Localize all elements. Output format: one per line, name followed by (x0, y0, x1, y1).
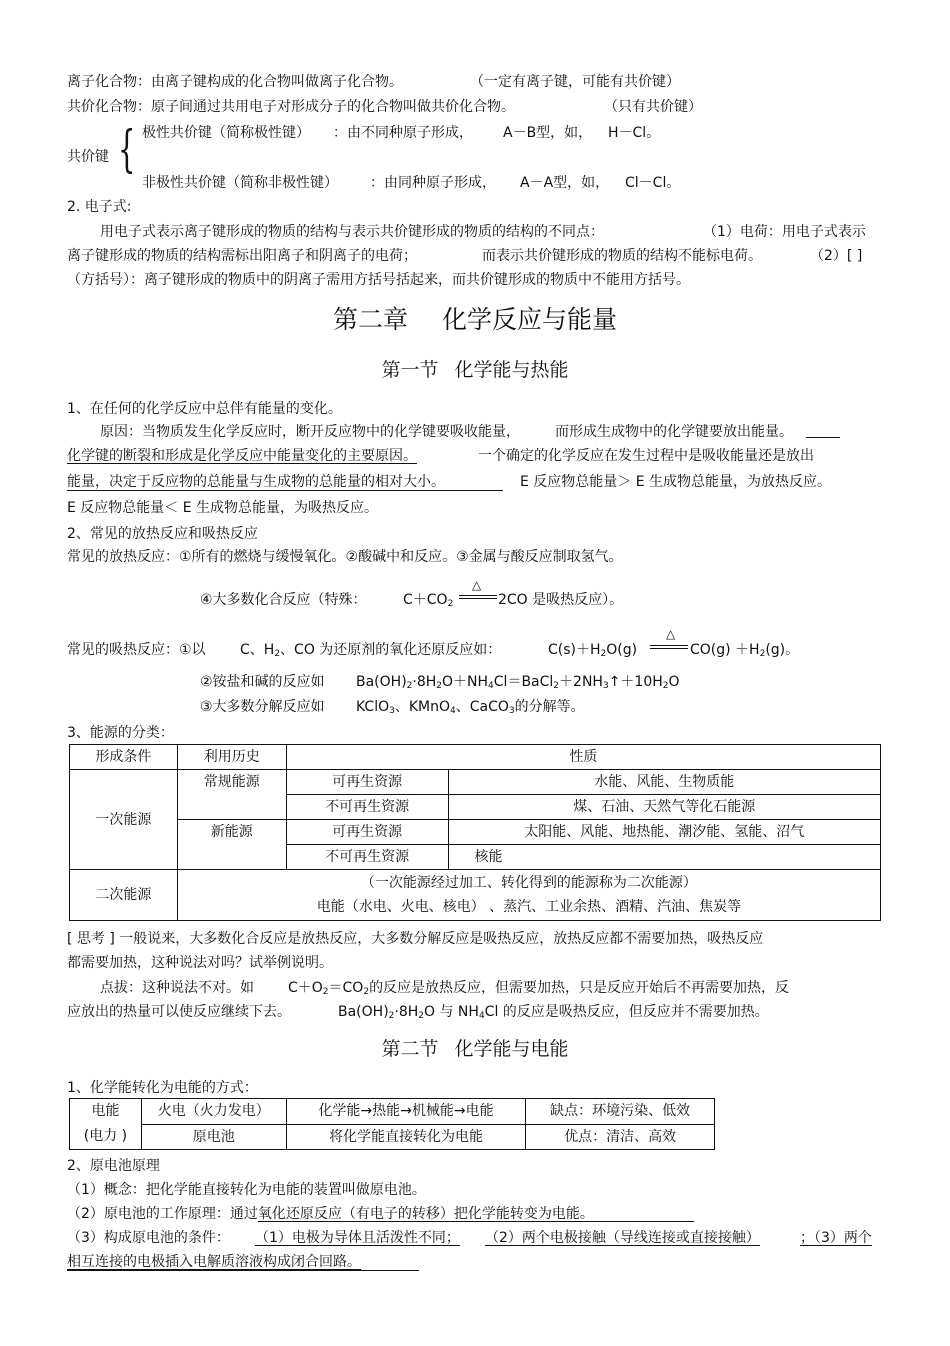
equals-sign (650, 645, 688, 649)
endothermic-item2a: ②铵盐和碱的反应如 (200, 674, 325, 690)
polar-bond-description: ：由不同种原子形成， (333, 125, 473, 141)
table-header: 形成条件 (70, 745, 178, 770)
nonrenewable-cell: 不可再生资源 (286, 845, 448, 870)
nonpolar-bond-type: A－A型，如， (520, 175, 610, 191)
chapter-title: 化学反应与能量 (442, 305, 618, 334)
new-energy-cell: 新能源 (177, 820, 286, 870)
electron-paragraph-line2b: 而表示共价键形成的物质的结构不能标电荷。 (482, 248, 762, 264)
galvanic-concept: （1）概念：把化学能直接转化为电能的装置叫做原电池。 (67, 1182, 426, 1198)
energy-classification-heading: 3、能源的分类： (67, 725, 174, 741)
electron-paragraph-line2a: 离子键形成的物质的结构需标出阳离子和阴离子的电荷； (67, 248, 417, 264)
secondary-energy-cell: 二次能源 (70, 870, 178, 921)
hint-line1a: 点拔：这种说法不对。如 (100, 980, 254, 996)
exothermic-item4a: ④大多数化合反应（特殊： (200, 592, 367, 608)
power-generation-table (69, 1098, 715, 1150)
nonpolar-bond-label: 非极性共价键（简称非极性键） (142, 175, 338, 191)
nonpolar-bond-description: ：由同种原子形成， (370, 175, 496, 191)
secondary-energy-description (177, 870, 880, 921)
electron-paragraph-line1a: 用电子式表示离子键形成的物质的结构与表示共价键形成的物质的结构的不同点： (100, 224, 604, 240)
galvanic-principle-heading: 2、原电池原理 (67, 1158, 160, 1174)
table-row (70, 770, 881, 795)
reason-underline (67, 490, 503, 491)
energy-change-statement: 1、在任何的化学反应中总伴有能量的变化。 (67, 401, 342, 417)
electron-formula-heading: 2. 电子式: (67, 199, 132, 215)
primary-cell-advantage: 优点：清洁、高效 (526, 1124, 715, 1150)
ionic-compound-note: （一定有离子键，可能有共价键） (470, 74, 680, 90)
electric-power-label: (电力 ) (83, 1128, 128, 1144)
endothermic-item3a: ③大多数分解反应如 (200, 699, 325, 715)
chapter-heading (0, 304, 950, 336)
galvanic-working-principle: （2）原电池的工作原理：通过氧化还原反应（有电子的转移）把化学能转变为电能。 (67, 1206, 594, 1222)
section2-number: 第二节 (381, 1038, 439, 1060)
heat-symbol: △ (472, 578, 482, 592)
conventional-energy-cell: 常规能源 (177, 770, 286, 820)
endothermic-item1-reactants: $C(s)+H_2O(g)$ (548, 642, 638, 659)
heat-symbol: △ (666, 627, 676, 641)
covalent-compound-note: （只有共价键） (604, 99, 702, 115)
renewable-cell: 可再生资源 (286, 770, 448, 795)
chem-to-electric-heading: 1、化学能转化为电能的方式： (67, 1080, 258, 1096)
table-row (70, 1099, 715, 1125)
section1-title: 化学能与热能 (454, 359, 569, 381)
covalent-bond-label: 共价键 (67, 149, 109, 165)
section1-number: 第一节 (381, 359, 439, 381)
endothermic-item2-equation: $Ba(OH)_2\cdot 8H_2O+NH_4Cl=BaCl_2+2NH_3↑+10H_2O$ (356, 674, 680, 691)
renewable-cell: 可再生资源 (286, 820, 448, 845)
brace-symbol: { (118, 120, 136, 178)
secondary-energy-definition: （一次能源经过加工、转化得到的能源称为二次能源） (360, 875, 697, 891)
primary-cell-cell: 原电池 (141, 1124, 286, 1150)
ionic-compound-definition: 离子化合物：由离子键构成的化合物叫做离子化合物。 (67, 74, 403, 90)
reason-line3a: 能量，决定于反应物的总能量与生成物的总能量的相对大小。 (67, 474, 445, 490)
electron-paragraph-line1b: （1）电荷：用电子式表示 (703, 224, 866, 240)
nonpolar-bond-example: Cl－Cl。 (625, 175, 681, 191)
reaction-types-heading: 2、常见的放热反应和吸热反应 (67, 526, 258, 542)
endothermic-item1b: C、$H_2$、CO 为还原剂的氧化还原反应如： (240, 642, 502, 659)
condition-3a: ；（3）两个 (800, 1230, 872, 1246)
hint-line2a: 应放出的热量可以使反应继续下去。 (67, 1004, 291, 1020)
table-row (70, 870, 881, 921)
think-question-line2: 都需要加热，这种说法对吗？试举例说明。 (67, 955, 333, 971)
table-header: 性质 (286, 745, 880, 770)
electron-paragraph-line3: （方括号）：离子键形成的物质中的阴离子需用方括号括起来，而共价键形成的物质中不能用方括号。 (67, 272, 690, 288)
new-nonrenewable-cell: 核能 (448, 845, 880, 870)
reason-line2a: 化学键的断裂和形成是化学反应中能量变化的主要原因。 (67, 448, 417, 464)
reason-line3b: E 反应物总能量＞ E 生成物总能量，为放热反应。 (520, 474, 832, 490)
section1-heading (0, 357, 950, 383)
thermal-power-process: 化学能→热能→机械能→电能 (286, 1099, 526, 1125)
electric-energy-cell (70, 1099, 142, 1150)
new-renewable-cell: 太阳能、风能、地热能、潮汐能、氢能、沼气 (448, 820, 880, 845)
table-header-row (70, 745, 881, 770)
exothermic-list: 常见的放热反应：①所有的燃烧与缓慢氧化。②酸碱中和反应。③金属与酸反应制取氢气。 (67, 549, 623, 565)
exothermic-item4b: 2CO 是吸热反应）。 (498, 592, 624, 608)
table-row (70, 820, 881, 845)
electric-energy-label: 电能 (91, 1103, 120, 1119)
nonrenewable-cell: 不可再生资源 (286, 795, 448, 820)
primary-energy-cell: 一次能源 (70, 770, 178, 870)
polar-bond-example: H－Cl。 (608, 125, 661, 141)
blank-underline (806, 437, 840, 438)
conventional-renewable-cell: 水能、风能、生物质能 (448, 770, 880, 795)
table-row (70, 1124, 715, 1150)
thermal-power-drawback: 缺点：环境污染、低效 (526, 1099, 715, 1125)
reason-line2b: 一个确定的化学反应在发生过程中是吸收能量还是放出 (478, 448, 814, 464)
reason-line1b: 而形成生成物中的化学键要放出能量。 (555, 424, 793, 440)
principle-underline (258, 1221, 694, 1222)
thermal-power-cell: 火电（火力发电） (141, 1099, 286, 1125)
equals-sign (459, 595, 497, 599)
polar-bond-label: 极性共价键（简称极性键） (142, 125, 310, 141)
reason-line4: E 反应物总能量＜ E 生成物总能量，为吸热反应。 (67, 500, 379, 516)
endothermic-item3-compounds: KClO$_3$、KMnO$_4$、CaCO$_3$的分解等。 (356, 699, 585, 716)
think-question-line1: [ 思考 ] 一般说来，大多数化合反应是放热反应，大多数分解反应是吸热反应，放热反应都不需要加热，吸热反应 (67, 931, 764, 947)
condition-underline (67, 1270, 419, 1271)
reason-line1a: 原因：当物质发生化学反应时，断开反应物中的化学键要吸收能量， (100, 424, 520, 440)
hint-line1-formula: $C+O_2=CO_2$的反应是放热反应，但需要加热，只是反应开始后不再需要加热，反 (288, 980, 790, 997)
hint-line2-formula: $Ba(OH)_2\cdot 8H_2O$ 与 $NH_4Cl$ 的反应是吸热反应，但反应并不需要加热。 (338, 1004, 769, 1021)
condition-2: （2）两个电极接触（导线连接或直接接触） (485, 1230, 760, 1246)
energy-source-table (69, 744, 881, 921)
table-header: 利用历史 (177, 745, 286, 770)
galvanic-conditions-label: （3）构成原电池的条件： (67, 1230, 230, 1246)
condition-1: （1）电极为导体且活泼性不同； (255, 1230, 460, 1246)
exothermic-item4-formula: $C+CO_2$ (403, 592, 454, 609)
condition-3b: 相互连接的电极插入电解质溶液构成闭合回路。 (67, 1254, 361, 1270)
section2-heading (0, 1036, 950, 1062)
polar-bond-type: A－B型，如， (503, 125, 593, 141)
chapter-number: 第二章 (332, 305, 408, 334)
conventional-nonrenewable-cell: 煤、石油、天然气等化石能源 (448, 795, 880, 820)
secondary-energy-examples: 电能（水电、火电、核电） 、蒸汽、工业余热、酒精、汽油、焦炭等 (316, 899, 742, 915)
endothermic-item1-products: $CO(g) +H_2(g)$。 (690, 642, 800, 659)
primary-cell-process: 将化学能直接转化为电能 (286, 1124, 526, 1150)
covalent-compound-definition: 共价化合物：原子间通过共用电子对形成分子的化合物叫做共价化合物。 (67, 99, 515, 115)
electron-paragraph-line2c: （2）[ ] (810, 248, 863, 264)
endothermic-item1a: 常见的吸热反应：①以 (67, 642, 206, 658)
section2-title: 化学能与电能 (454, 1038, 569, 1060)
